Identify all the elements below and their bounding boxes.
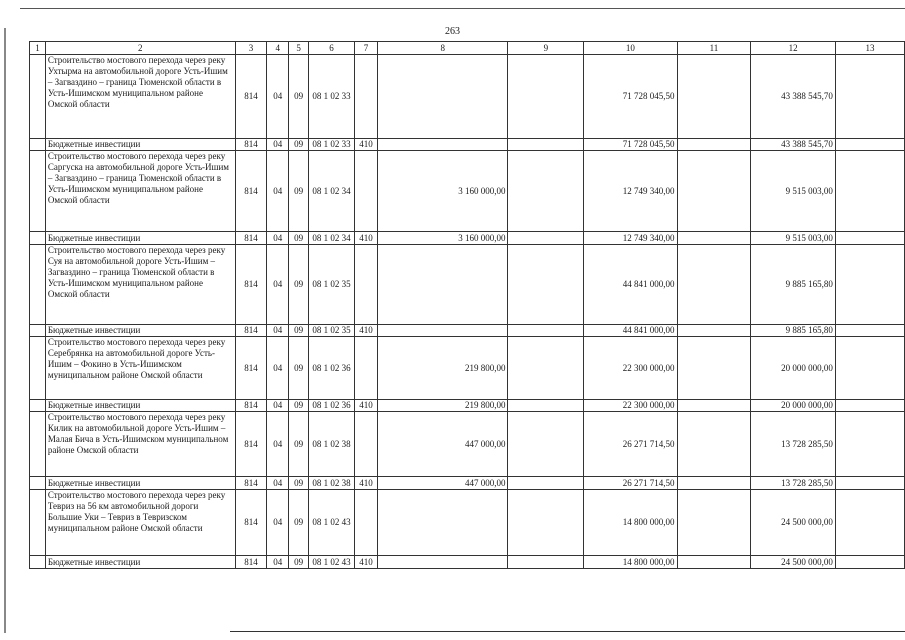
table-cell bbox=[377, 325, 508, 337]
scan-edge-bottom bbox=[230, 631, 905, 632]
table-cell: 04 bbox=[267, 556, 289, 569]
header-cell: 12 bbox=[751, 42, 835, 55]
table-cell: 814 bbox=[235, 232, 267, 245]
table-cell bbox=[835, 490, 904, 556]
table-cell bbox=[508, 337, 584, 400]
table-cell bbox=[377, 55, 508, 139]
header-cell: 8 bbox=[377, 42, 508, 55]
table-cell: 410 bbox=[355, 477, 378, 490]
table-cell bbox=[835, 412, 904, 477]
table-cell bbox=[677, 245, 751, 325]
table-cell bbox=[508, 151, 584, 232]
row-name-cell: Строительство мостового перехода через реку Серебрянка на автомобильной дороге Усть-Ишим – Фокино в Усть-Ишимском муниципальном районе Омской области bbox=[45, 337, 235, 400]
table-row-investment bbox=[30, 232, 905, 245]
table-cell bbox=[677, 412, 751, 477]
table-row-project bbox=[30, 151, 905, 232]
table-cell: 09 bbox=[289, 55, 309, 139]
table-cell: 3 160 000,00 bbox=[377, 151, 508, 232]
table-cell bbox=[677, 477, 751, 490]
table-cell bbox=[677, 232, 751, 245]
table-cell bbox=[835, 139, 904, 151]
table-cell: 08 1 02 43 bbox=[309, 490, 355, 556]
budget-table bbox=[29, 41, 905, 569]
table-cell: 04 bbox=[267, 55, 289, 139]
table-cell bbox=[677, 490, 751, 556]
row-name-cell: Бюджетные инвестиции bbox=[45, 556, 235, 569]
table-cell: 09 bbox=[289, 477, 309, 490]
table-cell: 22 300 000,00 bbox=[584, 337, 677, 400]
table-cell bbox=[677, 337, 751, 400]
row-name-cell: Строительство мостового перехода через реку Тевриз на 56 км автомобильной дороги Большие Уки – Тевриз в Тевризском муниципальном районе Омской области bbox=[45, 490, 235, 556]
header-cell: 7 bbox=[355, 42, 378, 55]
table-cell: 43 388 545,70 bbox=[751, 139, 835, 151]
table-cell bbox=[508, 477, 584, 490]
table-cell: 814 bbox=[235, 337, 267, 400]
scan-edge-left bbox=[4, 28, 6, 633]
row-name-cell: Бюджетные инвестиции bbox=[45, 477, 235, 490]
table-cell: 814 bbox=[235, 245, 267, 325]
table-cell bbox=[30, 477, 46, 490]
table-cell: 26 271 714,50 bbox=[584, 477, 677, 490]
table-cell: 09 bbox=[289, 400, 309, 412]
table-cell: 9 515 003,00 bbox=[751, 232, 835, 245]
table-cell: 04 bbox=[267, 232, 289, 245]
table-cell bbox=[377, 490, 508, 556]
table-cell bbox=[508, 490, 584, 556]
row-name-cell: Строительство мостового перехода через реку Суя на автомобильной дороге Усть-Ишим – Загваздино – граница Тюменской области в Усть-Ишимском муниципальном районе Омской области bbox=[45, 245, 235, 325]
table-cell bbox=[508, 412, 584, 477]
header-cell: 1 bbox=[30, 42, 46, 55]
table-cell: 08 1 02 34 bbox=[309, 151, 355, 232]
table-cell: 08 1 02 36 bbox=[309, 400, 355, 412]
table-cell bbox=[835, 400, 904, 412]
header-cell: 6 bbox=[309, 42, 355, 55]
row-name-cell: Строительство мостового перехода через реку Саргуска на автомобильной дороге Усть-Ишим – Загваздино – граница Тюменской области в Усть-Ишимском муниципальном районе Омской области bbox=[45, 151, 235, 232]
table-cell: 13 728 285,50 bbox=[751, 412, 835, 477]
table-cell bbox=[355, 151, 378, 232]
table-cell: 04 bbox=[267, 325, 289, 337]
table-cell bbox=[30, 400, 46, 412]
table-cell: 26 271 714,50 bbox=[584, 412, 677, 477]
table-cell: 24 500 000,00 bbox=[751, 490, 835, 556]
table-row-investment bbox=[30, 556, 905, 569]
table-cell: 814 bbox=[235, 490, 267, 556]
table-cell: 410 bbox=[355, 556, 378, 569]
table-cell: 08 1 02 33 bbox=[309, 55, 355, 139]
table-cell: 04 bbox=[267, 412, 289, 477]
table-row-investment bbox=[30, 477, 905, 490]
table-cell bbox=[677, 139, 751, 151]
table-cell: 09 bbox=[289, 151, 309, 232]
table-cell bbox=[835, 325, 904, 337]
table-cell bbox=[508, 139, 584, 151]
table-cell bbox=[30, 151, 46, 232]
table-cell: 22 300 000,00 bbox=[584, 400, 677, 412]
table-cell bbox=[835, 556, 904, 569]
table-cell bbox=[677, 325, 751, 337]
table-cell: 08 1 02 33 bbox=[309, 139, 355, 151]
row-name-cell: Строительство мостового перехода через реку Ухтырма на автомобильной дороге Усть-Ишим – Загваздино – граница Тюменской области в Усть-Ишимском муниципальном районе Омской области bbox=[45, 55, 235, 139]
table-cell: 04 bbox=[267, 245, 289, 325]
header-cell: 10 bbox=[584, 42, 677, 55]
table-cell: 08 1 02 38 bbox=[309, 412, 355, 477]
table-cell: 12 749 340,00 bbox=[584, 151, 677, 232]
table-row-investment bbox=[30, 400, 905, 412]
table-cell bbox=[508, 325, 584, 337]
table-cell bbox=[355, 337, 378, 400]
table-cell: 9 515 003,00 bbox=[751, 151, 835, 232]
table-cell bbox=[508, 556, 584, 569]
table-cell: 9 885 165,80 bbox=[751, 245, 835, 325]
table-cell: 814 bbox=[235, 325, 267, 337]
table-cell bbox=[677, 151, 751, 232]
table-cell: 410 bbox=[355, 232, 378, 245]
row-name-cell: Бюджетные инвестиции bbox=[45, 139, 235, 151]
table-cell bbox=[30, 490, 46, 556]
table-cell: 09 bbox=[289, 490, 309, 556]
table-cell bbox=[835, 477, 904, 490]
table-cell: 9 885 165,80 bbox=[751, 325, 835, 337]
table-cell: 814 bbox=[235, 139, 267, 151]
header-cell: 5 bbox=[289, 42, 309, 55]
table-cell: 447 000,00 bbox=[377, 477, 508, 490]
table-cell: 43 388 545,70 bbox=[751, 55, 835, 139]
table-cell bbox=[677, 400, 751, 412]
table-cell: 13 728 285,50 bbox=[751, 477, 835, 490]
table-cell: 14 800 000,00 bbox=[584, 490, 677, 556]
table-cell: 71 728 045,50 bbox=[584, 139, 677, 151]
table-cell: 3 160 000,00 bbox=[377, 232, 508, 245]
table-cell bbox=[355, 412, 378, 477]
table-cell: 447 000,00 bbox=[377, 412, 508, 477]
scan-edge-top bbox=[20, 8, 905, 9]
table-cell bbox=[835, 151, 904, 232]
table-cell bbox=[835, 245, 904, 325]
table-cell bbox=[835, 55, 904, 139]
row-name-cell: Бюджетные инвестиции bbox=[45, 232, 235, 245]
table-row-investment bbox=[30, 139, 905, 151]
table-cell: 410 bbox=[355, 400, 378, 412]
row-name-cell: Строительство мостового перехода через реку Килик на автомобильной дороге Усть-Ишим – Малая Бича в Усть-Ишимском муниципальном районе Омской области bbox=[45, 412, 235, 477]
table-cell: 14 800 000,00 bbox=[584, 556, 677, 569]
header-cell: 4 bbox=[267, 42, 289, 55]
row-name-cell: Бюджетные инвестиции bbox=[45, 325, 235, 337]
table-cell: 814 bbox=[235, 412, 267, 477]
header-row bbox=[30, 42, 905, 55]
table-cell: 09 bbox=[289, 325, 309, 337]
table-cell: 08 1 02 35 bbox=[309, 245, 355, 325]
table-cell: 410 bbox=[355, 139, 378, 151]
table-cell: 04 bbox=[267, 151, 289, 232]
page-number: 263 bbox=[445, 26, 460, 37]
table-row-project bbox=[30, 490, 905, 556]
table-row-project bbox=[30, 337, 905, 400]
table-cell bbox=[355, 490, 378, 556]
table-cell bbox=[835, 232, 904, 245]
table-cell bbox=[30, 55, 46, 139]
header-cell: 3 bbox=[235, 42, 267, 55]
table-cell: 24 500 000,00 bbox=[751, 556, 835, 569]
table-cell: 44 841 000,00 bbox=[584, 245, 677, 325]
header-cell: 2 bbox=[45, 42, 235, 55]
table-cell bbox=[355, 245, 378, 325]
table-cell: 04 bbox=[267, 139, 289, 151]
table-cell bbox=[835, 337, 904, 400]
table-cell bbox=[30, 337, 46, 400]
table-cell: 09 bbox=[289, 232, 309, 245]
table-cell bbox=[677, 556, 751, 569]
table-cell bbox=[508, 232, 584, 245]
table-cell: 04 bbox=[267, 477, 289, 490]
table-cell: 219 800,00 bbox=[377, 400, 508, 412]
table-cell bbox=[508, 245, 584, 325]
table-cell bbox=[508, 55, 584, 139]
table-cell: 08 1 02 43 bbox=[309, 556, 355, 569]
table-row-project bbox=[30, 245, 905, 325]
table-cell: 12 749 340,00 bbox=[584, 232, 677, 245]
table-cell: 44 841 000,00 bbox=[584, 325, 677, 337]
table-cell: 08 1 02 38 bbox=[309, 477, 355, 490]
table-cell: 09 bbox=[289, 139, 309, 151]
table-cell bbox=[30, 412, 46, 477]
table-cell bbox=[30, 232, 46, 245]
table-cell: 814 bbox=[235, 151, 267, 232]
table-cell: 814 bbox=[235, 55, 267, 139]
table-cell: 814 bbox=[235, 556, 267, 569]
table-cell: 814 bbox=[235, 477, 267, 490]
table-cell: 09 bbox=[289, 245, 309, 325]
table-cell bbox=[30, 325, 46, 337]
table-cell: 08 1 02 36 bbox=[309, 337, 355, 400]
row-name-cell: Бюджетные инвестиции bbox=[45, 400, 235, 412]
table-cell bbox=[30, 245, 46, 325]
header-cell: 9 bbox=[508, 42, 584, 55]
table-cell bbox=[508, 400, 584, 412]
table-cell: 04 bbox=[267, 400, 289, 412]
table-cell: 09 bbox=[289, 556, 309, 569]
table-row-project bbox=[30, 55, 905, 139]
table-cell bbox=[677, 55, 751, 139]
table-cell: 814 bbox=[235, 400, 267, 412]
table-row-investment bbox=[30, 325, 905, 337]
table-cell: 20 000 000,00 bbox=[751, 400, 835, 412]
table-cell: 09 bbox=[289, 337, 309, 400]
table-cell: 08 1 02 35 bbox=[309, 325, 355, 337]
table-cell: 04 bbox=[267, 490, 289, 556]
table-cell: 08 1 02 34 bbox=[309, 232, 355, 245]
table-cell bbox=[30, 556, 46, 569]
table-cell: 71 728 045,50 bbox=[584, 55, 677, 139]
table-cell: 09 bbox=[289, 412, 309, 477]
table-cell bbox=[377, 139, 508, 151]
table-cell: 219 800,00 bbox=[377, 337, 508, 400]
table-cell bbox=[377, 556, 508, 569]
table-row-project bbox=[30, 412, 905, 477]
table-cell bbox=[30, 139, 46, 151]
header-cell: 11 bbox=[677, 42, 751, 55]
table-cell: 04 bbox=[267, 337, 289, 400]
table-cell bbox=[355, 55, 378, 139]
header-cell: 13 bbox=[835, 42, 904, 55]
table-cell: 410 bbox=[355, 325, 378, 337]
table-cell bbox=[377, 245, 508, 325]
table-cell: 20 000 000,00 bbox=[751, 337, 835, 400]
